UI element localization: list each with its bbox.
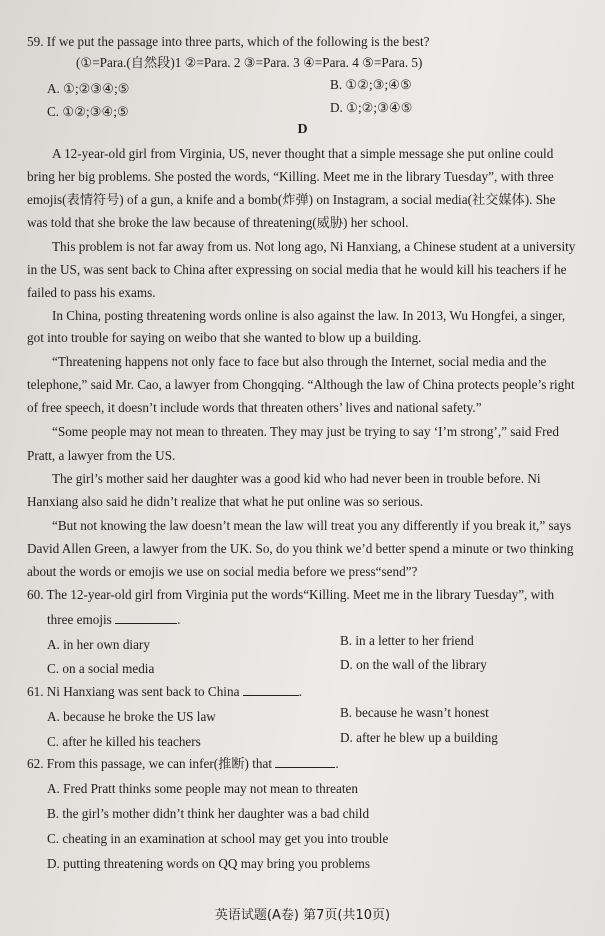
passage-line: In China, posting threatening words online is also against the law. In 2013, Wu Hongfei, a singer, — [52, 308, 566, 323]
q62-stem: 62. From this passage, we can infer(推断) that — [27, 756, 273, 771]
passage-line: This problem is not far away from us. Not long ago, Ni Hanxiang, a Chinese student at a university — [52, 239, 576, 254]
passage-line: failed to pass his exams. — [27, 285, 156, 300]
passage-line: bring her big problems. She posted the words, “Killing. Meet me in the library Tuesday”, with three — [27, 169, 554, 184]
passage-line: The girl’s mother said her daughter was a good kid who had never been in trouble before. Ni — [52, 471, 541, 486]
q60-option-d: D. on the wall of the library — [340, 657, 487, 672]
q61-stem-row — [27, 684, 302, 700]
passage-line: “Some people may not mean to threaten. They may just be trying to say ‘I’m strong’,” said Fred — [52, 424, 559, 439]
q61-option-b: B. because he wasn’t honest — [340, 705, 489, 720]
passage-line: “Threatening happens not only face to face but also through the Internet, social media and the — [52, 354, 547, 369]
q59-stem: 59. If we put the passage into three parts, which of the following is the best? — [27, 34, 430, 49]
q60-option-b: B. in a letter to her friend — [340, 633, 474, 648]
q61-stem: 61. Ni Hanxiang was sent back to China — [27, 684, 240, 699]
q62-stem-row — [27, 756, 339, 772]
q60-stem-text: three emojis — [47, 612, 112, 627]
q59-option-b: B. ①②;③;④⑤ — [330, 77, 412, 92]
q62-option-b: B. the girl’s mother didn’t think her daughter was a bad child — [47, 806, 370, 821]
passage-line: Hanxiang also said he didn’t realize that what he put online was so serious. — [27, 494, 424, 509]
passage-line: about the words or emojis we use on social media before we press“send”? — [27, 564, 418, 579]
q61-option-c: C. after he killed his teachers — [47, 734, 201, 749]
page-footer: 英语试题(A卷) 第7页(共10页) — [214, 908, 391, 923]
q60-period: . — [177, 612, 181, 627]
q60-stem: 60. The 12-year-old girl from Virginia put the words“Killing. Meet me in the library Tuesday”, with — [27, 587, 555, 602]
q59-option-d: D. ①;②;③④⑤ — [330, 100, 413, 115]
q60-option-a: A. in her own diary — [47, 637, 150, 652]
passage-line: David Allen Green, a lawyer from the UK. So, do you think we’d better spend a minute or two thinking — [27, 541, 574, 556]
q59-note: (①=Para.(自然段)1 ②=Para. 2 ③=Para. 3 ④=Para. 4 ⑤=Para. 5) — [76, 55, 423, 70]
q60-stem-cont — [47, 612, 180, 628]
q62-option-d: D. putting threatening words on QQ may bring you problems — [47, 856, 371, 871]
q62-option-a: A. Fred Pratt thinks some people may not mean to threaten — [47, 781, 358, 796]
q61-option-a: A. because he broke the US law — [47, 709, 216, 724]
q59-option-a: A. ①;②③④;⑤ — [47, 81, 130, 96]
answer-blank — [115, 622, 177, 624]
q59-option-c: C. ①②;③④;⑤ — [47, 104, 129, 119]
passage-line: of free speech, it doesn’t include words that threaten others’ lives and national safety.” — [27, 400, 482, 415]
q60-option-c: C. on a social media — [47, 661, 155, 676]
passage-line: telephone,” said Mr. Cao, a lawyer from Chongqing. “Although the law of China protects people’s right — [27, 377, 575, 392]
passage-line: emojis(表情符号) of a gun, a knife and a bomb(炸弹) on Instagram, a social media(社交媒体). She — [27, 192, 556, 207]
section-heading: D — [297, 122, 308, 137]
passage-line: Pratt, a lawyer from the US. — [27, 448, 176, 463]
q62-option-c: C. cheating in an examination at school may get you into trouble — [47, 831, 389, 846]
passage-line: was told that she broke the law because of threatening(威胁) her school. — [27, 215, 409, 230]
answer-blank — [243, 694, 299, 696]
q61-option-d: D. after he blew up a building — [340, 730, 498, 745]
passage-line: in the US, was sent back to China after expressing on social media that he would kill his teachers if he — [27, 262, 567, 277]
passage-line: “But not knowing the law doesn’t mean the law will treat you any differently if you break it,” says — [52, 518, 572, 533]
answer-blank — [275, 766, 335, 768]
passage-line: got into trouble for saying on weibo that she wanted to blow up a building. — [27, 330, 422, 345]
passage-line: A 12-year-old girl from Virginia, US, never thought that a simple message she put online could — [52, 146, 554, 161]
q62-period: . — [335, 756, 339, 771]
q61-period: . — [298, 684, 303, 699]
